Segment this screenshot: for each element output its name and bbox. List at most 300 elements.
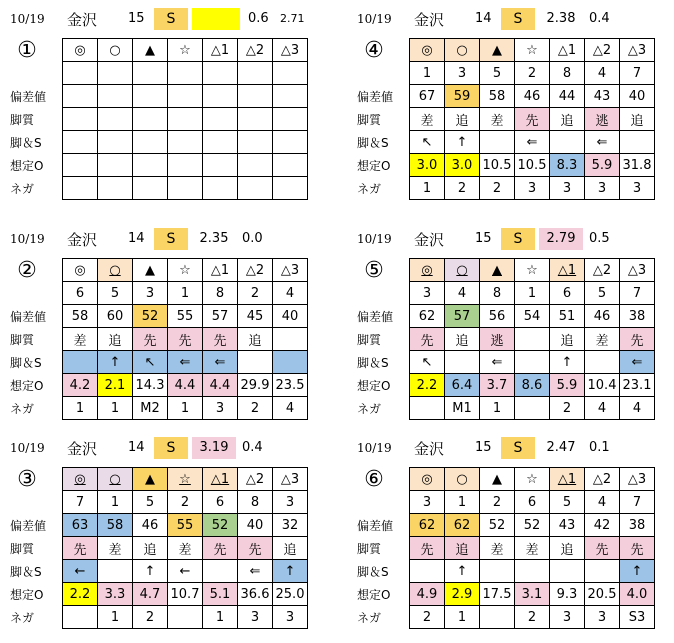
horse-number-cell: 8	[238, 491, 273, 514]
deviation-cell: 46	[515, 85, 550, 108]
deviation-cell: 46	[585, 305, 620, 328]
negative-row	[410, 606, 655, 629]
legs-speed-cell	[410, 560, 445, 583]
s-badge: S	[154, 437, 188, 459]
deviation-cell: 32	[273, 514, 308, 537]
running-style-cell: 追	[550, 108, 585, 131]
deviation-cell: 58	[480, 85, 515, 108]
negative-cell: 1	[98, 397, 133, 420]
running-style-cell	[515, 328, 550, 351]
row-label: 想定O	[10, 159, 44, 173]
row-label: 脚質	[10, 113, 35, 127]
horse-number-cell: 1	[445, 491, 480, 514]
race-panel	[10, 228, 330, 433]
expected-odds-cell: 4.2	[63, 374, 98, 397]
deviation-cell	[133, 85, 168, 108]
horse-number-cell: 7	[620, 491, 655, 514]
legs-speed-cell	[620, 131, 655, 154]
running-style-cell: 差	[480, 537, 515, 560]
mark-cell: △2	[585, 468, 620, 491]
expected-odds-cell: 4.7	[133, 583, 168, 606]
marks-row	[63, 259, 308, 282]
expected-odds-cell: 17.5	[480, 583, 515, 606]
legs-speed-cell: ⇐	[168, 351, 203, 374]
mark-cell: ▲	[133, 39, 168, 62]
venue-name: 金沢	[67, 11, 98, 29]
expected-odds-row	[63, 583, 308, 606]
marks-row	[410, 468, 655, 491]
legs-speed-cell: ⇐	[238, 560, 273, 583]
negative-cell: 1	[410, 177, 445, 200]
negative-cell: 4	[273, 397, 308, 420]
deviation-cell: 52	[480, 514, 515, 537]
expected-odds-cell: 4.0	[620, 583, 655, 606]
expected-odds-cell: 4.4	[203, 374, 238, 397]
value-1: 3.19	[192, 437, 236, 459]
mark-cell: ☆	[168, 468, 203, 491]
race-panel	[357, 228, 674, 433]
mark-cell: ○	[98, 468, 133, 491]
mark-cell: ◎	[63, 259, 98, 282]
deviation-cell: 55	[168, 305, 203, 328]
expected-odds-cell: 2.2	[410, 374, 445, 397]
mark-cell: △3	[620, 259, 655, 282]
horse-number-cell	[63, 62, 98, 85]
panel-header	[10, 437, 330, 459]
legs-speed-cell	[445, 351, 480, 374]
deviation-cell: 52	[515, 514, 550, 537]
negative-cell	[63, 606, 98, 629]
expected-odds-row	[63, 374, 308, 397]
deviation-row	[63, 514, 308, 537]
negative-row	[63, 606, 308, 629]
horse-number-cell: 5	[133, 491, 168, 514]
running-style-cell: 追	[445, 537, 480, 560]
legs-speed-cell	[585, 351, 620, 374]
mark-cell: △2	[585, 39, 620, 62]
deviation-cell: 43	[585, 85, 620, 108]
race-number: ②	[17, 258, 37, 283]
expected-odds-cell: 25.0	[273, 583, 308, 606]
horse-number-cell: 6	[550, 282, 585, 305]
horse-number-cell: 2	[238, 282, 273, 305]
running-style-row	[63, 328, 308, 351]
mark-cell: ▲	[480, 468, 515, 491]
legs-speed-cell: ↖	[410, 351, 445, 374]
negative-cell	[63, 177, 98, 200]
row-label: 偏差値	[10, 90, 47, 104]
mark-cell: ☆	[168, 39, 203, 62]
legs-speed-cell	[133, 131, 168, 154]
row-label: ネガ	[357, 182, 382, 196]
horse-number-cell: 2	[515, 62, 550, 85]
mark-cell: ○	[98, 259, 133, 282]
runner-count: 15	[128, 11, 145, 26]
negative-cell: 3	[550, 606, 585, 629]
value-1	[192, 8, 240, 30]
horse-number-row	[63, 282, 308, 305]
horse-number-cell: 7	[620, 62, 655, 85]
horse-number-cell: 8	[480, 282, 515, 305]
s-badge: S	[501, 8, 535, 30]
mark-cell: △3	[273, 39, 308, 62]
legs-speed-cell	[585, 560, 620, 583]
mark-cell: △2	[585, 259, 620, 282]
expected-odds-cell: 8.6	[515, 374, 550, 397]
running-style-cell	[168, 108, 203, 131]
row-label: 脚質	[357, 542, 382, 556]
deviation-cell: 62	[445, 514, 480, 537]
legs-speed-cell	[63, 131, 98, 154]
running-style-cell: 追	[98, 328, 133, 351]
negative-cell	[480, 606, 515, 629]
running-style-cell: 追	[238, 328, 273, 351]
horse-number-cell: 1	[410, 62, 445, 85]
running-style-cell: 差	[63, 328, 98, 351]
running-style-cell: 追	[550, 328, 585, 351]
horse-number-row	[410, 62, 655, 85]
value-1: 2.79	[539, 228, 583, 250]
deviation-cell: 40	[238, 514, 273, 537]
legs-speed-cell	[238, 131, 273, 154]
running-style-cell: 差	[585, 328, 620, 351]
race-number: ③	[17, 467, 37, 492]
legs-speed-row	[63, 351, 308, 374]
horse-number-cell: 8	[203, 282, 238, 305]
legs-speed-cell: ⇐	[515, 131, 550, 154]
race-date: 10/19	[357, 12, 392, 26]
race-number: ⑥	[364, 467, 384, 492]
expected-odds-cell: 4.9	[410, 583, 445, 606]
horse-number-cell: 6	[63, 282, 98, 305]
race-table	[409, 38, 655, 200]
legs-speed-cell: ↑	[273, 560, 308, 583]
horse-number-cell: 4	[273, 282, 308, 305]
negative-cell: 2	[238, 397, 273, 420]
deviation-row	[410, 305, 655, 328]
running-style-cell	[203, 108, 238, 131]
expected-odds-cell	[133, 154, 168, 177]
row-label: 偏差値	[10, 310, 47, 324]
legs-speed-cell: ⇐	[620, 351, 655, 374]
deviation-cell	[98, 85, 133, 108]
value-1: 2.38	[546, 11, 576, 26]
expected-odds-cell: 14.3	[133, 374, 168, 397]
expected-odds-cell: 10.5	[480, 154, 515, 177]
expected-odds-cell: 2.9	[445, 583, 480, 606]
running-style-cell	[238, 108, 273, 131]
race-table	[62, 38, 308, 200]
venue-name: 金沢	[67, 440, 98, 458]
race-number: ⑤	[364, 258, 384, 283]
mark-cell: ○	[445, 39, 480, 62]
negative-cell: 2	[410, 606, 445, 629]
legs-speed-cell	[480, 560, 515, 583]
s-badge: S	[154, 8, 188, 30]
mark-cell: △1	[203, 39, 238, 62]
race-panel	[10, 437, 330, 642]
value-1: 2.35	[199, 231, 229, 246]
mark-cell: ▲	[480, 39, 515, 62]
marks-row	[410, 259, 655, 282]
deviation-cell: 51	[550, 305, 585, 328]
deviation-cell	[168, 85, 203, 108]
horse-number-cell: 4	[445, 282, 480, 305]
s-badge: S	[154, 228, 188, 250]
running-style-row	[410, 328, 655, 351]
race-panel	[357, 8, 674, 213]
running-style-row	[410, 537, 655, 560]
deviation-cell: 63	[63, 514, 98, 537]
row-label: 想定O	[357, 379, 391, 393]
row-label: ネガ	[357, 611, 382, 625]
legs-speed-cell	[480, 131, 515, 154]
race-date: 10/19	[10, 232, 45, 246]
deviation-cell: 46	[133, 514, 168, 537]
value-3: 2.71	[280, 12, 305, 25]
running-style-cell: 先	[620, 537, 655, 560]
legs-speed-cell	[98, 131, 133, 154]
legs-speed-cell	[550, 560, 585, 583]
horse-number-cell: 2	[480, 491, 515, 514]
negative-cell	[238, 177, 273, 200]
mark-cell: △1	[203, 468, 238, 491]
venue-name: 金沢	[414, 440, 445, 458]
mark-cell: △2	[238, 259, 273, 282]
legs-speed-cell: ⇐	[585, 131, 620, 154]
running-style-cell	[273, 108, 308, 131]
legs-speed-cell	[550, 131, 585, 154]
expected-odds-cell	[168, 154, 203, 177]
race-number: ①	[17, 38, 37, 63]
mark-cell: ▲	[133, 259, 168, 282]
expected-odds-cell: 10.5	[515, 154, 550, 177]
deviation-cell: 38	[620, 305, 655, 328]
running-style-cell: 追	[133, 537, 168, 560]
race-table	[409, 258, 655, 420]
expected-odds-cell: 23.5	[273, 374, 308, 397]
negative-cell: 3	[515, 177, 550, 200]
negative-row	[63, 177, 308, 200]
value-2: 0.5	[589, 231, 610, 246]
expected-odds-cell: 3.3	[98, 583, 133, 606]
expected-odds-cell	[238, 154, 273, 177]
horse-number-cell	[203, 62, 238, 85]
expected-odds-row	[63, 154, 308, 177]
legs-speed-row	[63, 560, 308, 583]
venue-name: 金沢	[414, 231, 445, 249]
horse-number-cell: 7	[620, 282, 655, 305]
mark-cell: ☆	[168, 259, 203, 282]
expected-odds-cell: 4.4	[168, 374, 203, 397]
value-2: 0.4	[242, 440, 263, 455]
horse-number-cell	[168, 62, 203, 85]
mark-cell: ▲	[480, 259, 515, 282]
race-date: 10/19	[357, 441, 392, 455]
legs-speed-cell: ↑	[445, 560, 480, 583]
deviation-cell: 56	[480, 305, 515, 328]
row-label: 偏差値	[357, 310, 394, 324]
legs-speed-cell	[203, 131, 238, 154]
deviation-cell: 57	[203, 305, 238, 328]
expected-odds-cell: 36.6	[238, 583, 273, 606]
negative-cell: 3	[550, 177, 585, 200]
legs-speed-cell: ↖	[133, 351, 168, 374]
runner-count: 14	[475, 11, 492, 26]
mark-cell: ◎	[63, 39, 98, 62]
mark-cell: △1	[550, 468, 585, 491]
mark-cell: ☆	[515, 259, 550, 282]
horse-number-cell: 6	[515, 491, 550, 514]
negative-cell	[410, 397, 445, 420]
mark-cell: △1	[550, 259, 585, 282]
mark-cell: ◎	[410, 468, 445, 491]
negative-cell: 4	[585, 397, 620, 420]
running-style-cell: 先	[620, 328, 655, 351]
runner-count: 15	[475, 440, 492, 455]
race-table	[62, 258, 308, 420]
running-style-cell: 先	[133, 328, 168, 351]
row-label: 脚＆S	[10, 356, 42, 370]
mark-cell: △3	[273, 259, 308, 282]
running-style-cell: 先	[515, 108, 550, 131]
race-panel	[357, 437, 674, 642]
legs-speed-cell	[203, 560, 238, 583]
running-style-cell: 先	[203, 537, 238, 560]
horse-number-cell: 6	[203, 491, 238, 514]
negative-cell: 3	[203, 397, 238, 420]
race-table	[62, 467, 308, 629]
expected-odds-cell	[63, 154, 98, 177]
mark-cell: ☆	[515, 39, 550, 62]
deviation-cell: 44	[550, 85, 585, 108]
row-label: 偏差値	[357, 519, 394, 533]
horse-number-cell: 3	[410, 491, 445, 514]
running-style-cell: 差	[168, 537, 203, 560]
horse-number-cell: 5	[98, 282, 133, 305]
deviation-cell: 52	[133, 305, 168, 328]
legs-speed-row	[410, 560, 655, 583]
legs-speed-cell	[63, 351, 98, 374]
expected-odds-cell: 6.4	[445, 374, 480, 397]
row-label: 想定O	[10, 588, 44, 602]
negative-cell: 2	[515, 606, 550, 629]
legs-speed-cell	[273, 351, 308, 374]
deviation-cell: 58	[98, 514, 133, 537]
horse-number-cell: 7	[63, 491, 98, 514]
panel-header	[10, 228, 330, 250]
running-style-cell: 追	[445, 328, 480, 351]
legs-speed-row	[410, 131, 655, 154]
deviation-cell: 45	[238, 305, 273, 328]
legs-speed-cell: ↑	[98, 351, 133, 374]
legs-speed-cell	[98, 560, 133, 583]
expected-odds-cell: 2.1	[98, 374, 133, 397]
horse-number-row	[410, 282, 655, 305]
legs-speed-cell	[273, 131, 308, 154]
row-label: 想定O	[10, 379, 44, 393]
negative-cell: 4	[620, 397, 655, 420]
negative-cell: 3	[620, 177, 655, 200]
deviation-cell: 43	[550, 514, 585, 537]
expected-odds-cell: 23.1	[620, 374, 655, 397]
legs-speed-cell	[515, 560, 550, 583]
negative-cell	[168, 606, 203, 629]
expected-odds-cell: 10.7	[168, 583, 203, 606]
expected-odds-cell	[273, 154, 308, 177]
running-style-cell: 先	[410, 328, 445, 351]
deviation-cell: 57	[445, 305, 480, 328]
row-label: 想定O	[357, 159, 391, 173]
mark-cell: ▲	[133, 468, 168, 491]
horse-number-cell: 3	[410, 282, 445, 305]
running-style-row	[63, 108, 308, 131]
negative-cell: M1	[445, 397, 480, 420]
marks-row	[63, 468, 308, 491]
legs-speed-cell	[515, 351, 550, 374]
value-1: 2.47	[546, 440, 576, 455]
negative-cell: 2	[445, 177, 480, 200]
negative-cell: 2	[133, 606, 168, 629]
negative-cell	[203, 177, 238, 200]
mark-cell: ☆	[515, 468, 550, 491]
deviation-cell: 40	[273, 305, 308, 328]
legs-speed-cell: ↖	[410, 131, 445, 154]
mark-cell: ○	[445, 259, 480, 282]
running-style-cell: 差	[410, 108, 445, 131]
deviation-cell	[63, 85, 98, 108]
row-label: 脚＆S	[10, 565, 42, 579]
value-2: 0.1	[589, 440, 610, 455]
running-style-cell: 追	[445, 108, 480, 131]
horse-number-cell: 4	[585, 491, 620, 514]
row-label: ネガ	[10, 611, 35, 625]
legs-speed-cell: ↑	[550, 351, 585, 374]
runner-count: 14	[128, 231, 145, 246]
mark-cell: △3	[620, 39, 655, 62]
legs-speed-cell	[238, 351, 273, 374]
negative-row	[63, 397, 308, 420]
expected-odds-cell: 2.2	[63, 583, 98, 606]
mark-cell: ◎	[410, 259, 445, 282]
running-style-cell: 追	[620, 108, 655, 131]
mark-cell: △1	[550, 39, 585, 62]
row-label: ネガ	[10, 402, 35, 416]
mark-cell: △3	[620, 468, 655, 491]
race-date: 10/19	[10, 12, 45, 26]
running-style-cell: 先	[238, 537, 273, 560]
expected-odds-cell: 9.3	[550, 583, 585, 606]
value-2: 0.0	[242, 231, 263, 246]
expected-odds-cell: 3.0	[445, 154, 480, 177]
s-badge: S	[501, 228, 535, 250]
deviation-cell: 58	[63, 305, 98, 328]
mark-cell: △2	[238, 468, 273, 491]
mark-cell: ◎	[410, 39, 445, 62]
negative-cell	[168, 177, 203, 200]
marks-row	[410, 39, 655, 62]
panel-header	[10, 8, 330, 30]
expected-odds-cell	[98, 154, 133, 177]
expected-odds-cell	[203, 154, 238, 177]
row-label: 想定O	[357, 588, 391, 602]
horse-number-cell: 8	[550, 62, 585, 85]
deviation-cell: 55	[168, 514, 203, 537]
row-label: 脚＆S	[357, 356, 389, 370]
running-style-cell: 追	[550, 537, 585, 560]
row-label: 脚＆S	[357, 136, 389, 150]
deviation-cell: 62	[410, 514, 445, 537]
